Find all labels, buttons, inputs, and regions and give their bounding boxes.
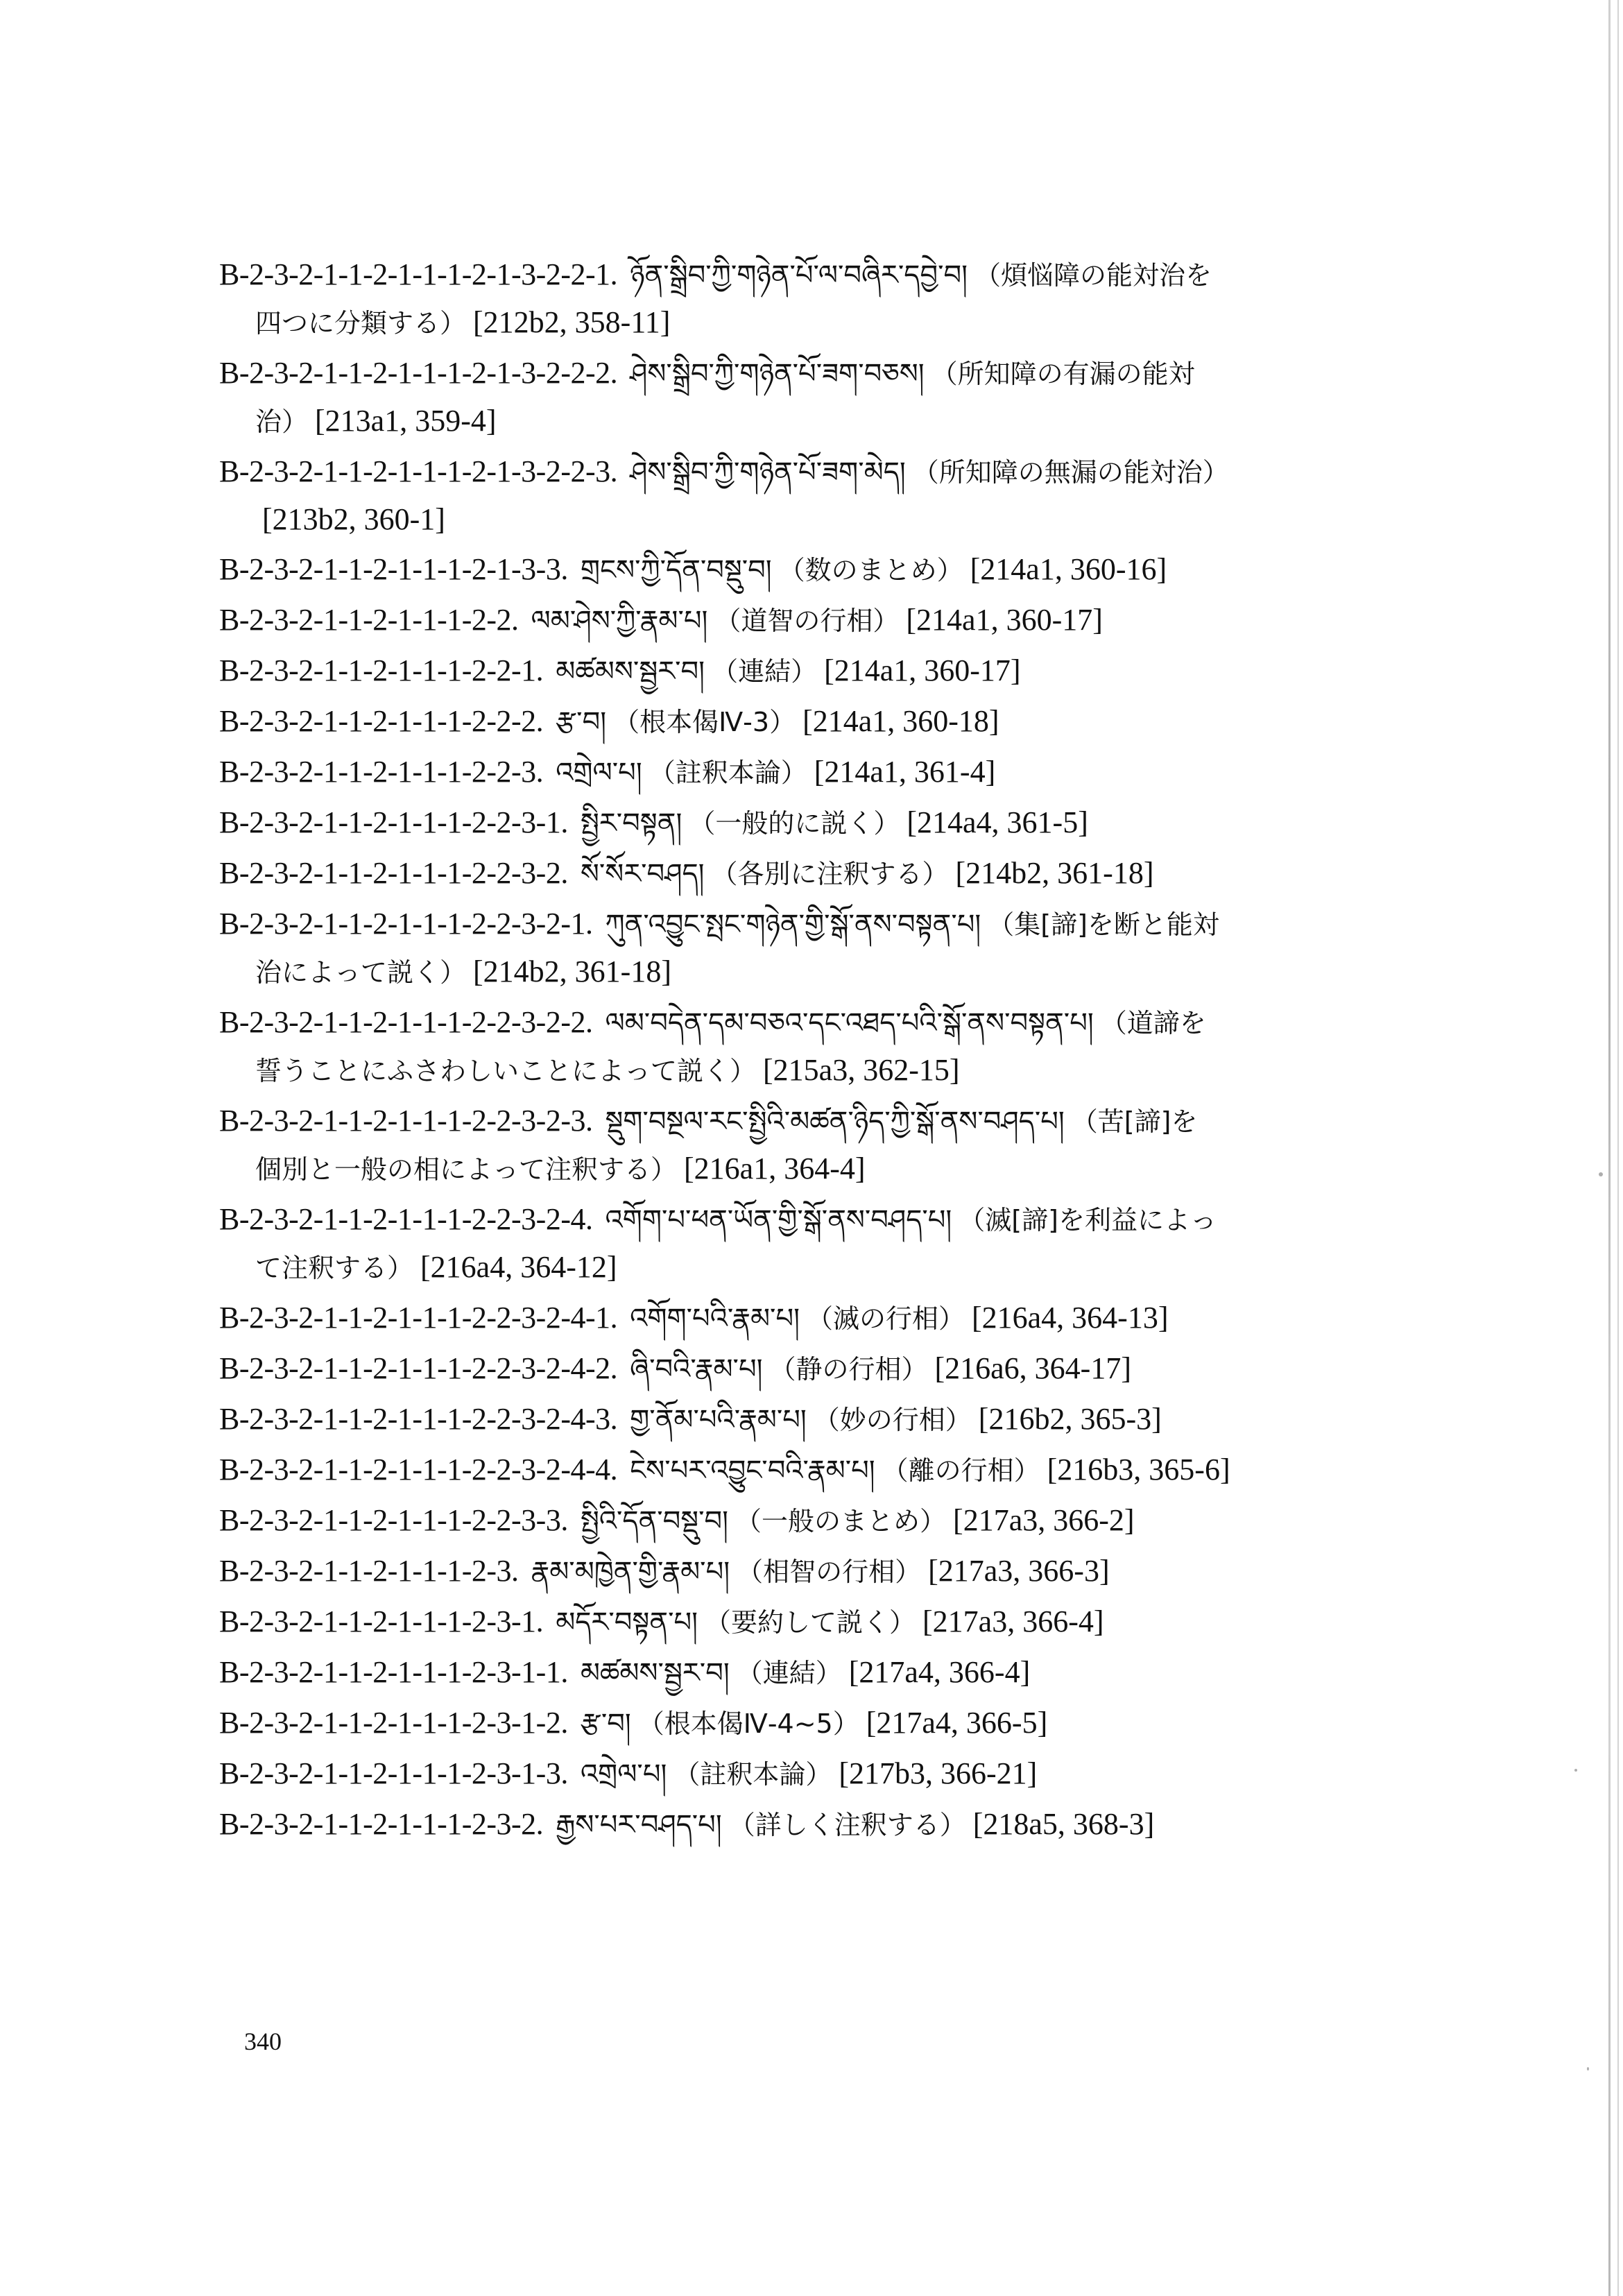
entry-reference: [214b2, 361-18] — [955, 856, 1154, 890]
entry-number: B-2-3-2-1-1-2-1-1-1-2-2-3-1. — [219, 805, 568, 839]
entry-number: B-2-3-2-1-1-2-1-1-1-2-2-1. — [219, 653, 544, 687]
entry-number: B-2-3-2-1-1-2-1-1-1-2-1-3-2-2-3. — [219, 454, 618, 488]
entry-reference: [217a4, 366-4] — [848, 1655, 1031, 1689]
page-number: 340 — [244, 2028, 282, 2055]
entry-tibetan-title: མཚམས་སྦྱར་བ། — [556, 656, 705, 687]
outline-entry — [219, 350, 1468, 445]
entry-number: B-2-3-2-1-1-2-1-1-1-2-2. — [219, 603, 519, 637]
entry-reference: [214b2, 361-18] — [473, 954, 671, 988]
entry-reference: [215a3, 362-15] — [763, 1053, 960, 1087]
entry-japanese-title: （静の行相） — [769, 1354, 928, 1385]
entry-number: B-2-3-2-1-1-2-1-1-1-2-2-3-2-4-1. — [219, 1301, 618, 1335]
entry-reference: [214a1, 360-17] — [824, 653, 1021, 687]
outline-entry — [219, 1396, 1468, 1443]
entry-reference: [214a1, 360-16] — [970, 552, 1167, 586]
entry-continuation — [219, 299, 1468, 347]
entry-tibetan-title: ལམ་ཤེས་ཀྱི་རྣམ་པ། — [531, 605, 708, 637]
outline-entry — [219, 698, 1468, 746]
entry-japanese-title: （根本偈Ⅳ-3） — [613, 707, 796, 737]
entry-number: B-2-3-2-1-1-2-1-1-1-2-2-2. — [219, 704, 544, 738]
outline-entry — [219, 1649, 1468, 1697]
entry-japanese-title: （一般のまとめ） — [735, 1506, 947, 1536]
entry-tibetan-title: སོ་སོར་བཤད། — [580, 858, 705, 890]
entry-tibetan-title: རྩ་བ། — [556, 706, 607, 738]
entry-number: B-2-3-2-1-1-2-1-1-1-2-3. — [219, 1554, 519, 1588]
outline-entry — [219, 900, 1468, 996]
entry-number: B-2-3-2-1-1-2-1-1-1-2-2-3-2. — [219, 856, 568, 890]
entry-continuation — [219, 496, 1468, 543]
entry-tibetan-title: འགྲེལ་པ། — [580, 1758, 667, 1790]
entry-japanese-title-cont: 治） — [255, 406, 309, 437]
entry-number: B-2-3-2-1-1-2-1-1-1-2-1-3-2-2-1. — [219, 257, 618, 291]
entry-reference: [217a4, 366-5] — [866, 1706, 1048, 1740]
entry-tibetan-title: རྩ་བ། — [580, 1708, 631, 1740]
entry-number: B-2-3-2-1-1-2-1-1-1-2-2-3-2-4. — [219, 1202, 593, 1236]
entry-tibetan-title: ཤེས་སྒྲིབ་ཀྱི་གཉེན་པོ་ཟག་མེད། — [630, 456, 906, 488]
entry-japanese-title: （相智の行相） — [737, 1557, 922, 1587]
entry-japanese-title-cont: 誓うことにふさわしいことによって説く） — [255, 1056, 757, 1086]
entry-tibetan-title: རྣམ་མཁྱེན་གྱི་རྣམ་པ། — [531, 1556, 730, 1588]
entry-reference: [217a3, 366-2] — [953, 1503, 1135, 1537]
entry-reference: [213b2, 360-1] — [262, 502, 445, 536]
entry-tibetan-title: ལམ་བདེན་དམ་བཅའ་དང་འཐད་པའི་སྒོ་ནས་བསྟན་པ། — [605, 1007, 1094, 1039]
entry-japanese-title-cont: 四つに分類する） — [255, 308, 467, 339]
entry-reference: [216b3, 365-6] — [1047, 1453, 1230, 1487]
entry-reference: [216a1, 364-4] — [684, 1151, 866, 1185]
outline-entry — [219, 1598, 1468, 1646]
entry-japanese-title: （離の行相） — [882, 1455, 1040, 1486]
entry-continuation — [219, 948, 1468, 996]
outline-entry — [219, 251, 1468, 347]
entry-reference: [216a6, 364-17] — [934, 1351, 1131, 1385]
entry-reference: [216b2, 365-3] — [978, 1402, 1162, 1436]
entry-reference: [216a4, 364-13] — [972, 1301, 1169, 1335]
outline-entry — [219, 1196, 1468, 1292]
entry-japanese-title: （滅[諦]を利益によっ — [959, 1205, 1217, 1235]
entry-reference: [217a3, 366-4] — [922, 1604, 1104, 1638]
entry-tibetan-title: སྤྱིར་བསྟན། — [580, 807, 682, 839]
entry-japanese-title: （一般的に説く） — [689, 808, 900, 839]
entry-tibetan-title: ཉོན་སྒྲིབ་ཀྱི་གཉེན་པོ་ལ་བཞིར་དབྱེ་བ། — [630, 259, 968, 291]
entry-number: B-2-3-2-1-1-2-1-1-1-2-1-3-2-2-2. — [219, 356, 618, 390]
outline-entry — [219, 748, 1468, 796]
entry-tibetan-title: མདོར་བསྟན་པ། — [556, 1607, 698, 1638]
entry-japanese-title-cont: て注釈する） — [255, 1253, 414, 1283]
entry-continuation — [219, 397, 1468, 445]
entry-tibetan-title: འགོག་པའི་རྣམ་པ། — [630, 1303, 800, 1335]
outline-entry — [219, 1750, 1468, 1798]
entry-tibetan-title: སྤྱིའི་དོན་བསྡུ་བ། — [580, 1505, 729, 1537]
entry-japanese-title: （連結） — [736, 1658, 842, 1688]
outline-entry — [219, 1699, 1468, 1747]
entry-reference: [216a4, 364-12] — [420, 1250, 617, 1284]
entry-number: B-2-3-2-1-1-2-1-1-1-2-2-3-2-4-4. — [219, 1453, 618, 1487]
entry-number: B-2-3-2-1-1-2-1-1-1-2-3-1-3. — [219, 1756, 568, 1790]
scan-speck — [1599, 1172, 1603, 1176]
outline-entry — [219, 1801, 1468, 1849]
entry-japanese-title: （煩悩障の能対治を — [974, 260, 1212, 291]
entry-reference: [218a5, 368-3] — [972, 1807, 1155, 1841]
entry-japanese-title-cont: 治によって説く） — [255, 957, 467, 988]
outline-entry — [219, 999, 1468, 1095]
entry-number: B-2-3-2-1-1-2-1-1-1-2-3-1-2. — [219, 1706, 568, 1740]
entry-japanese-title: （滅の行相） — [806, 1303, 965, 1334]
entry-japanese-title: （集[諦]を断と能対 — [988, 909, 1219, 940]
scan-edge-shadow — [1608, 0, 1611, 2296]
entry-japanese-title: （要約して説く） — [705, 1607, 916, 1638]
entry-japanese-title: （所知障の有漏の能対 — [931, 359, 1195, 389]
entry-japanese-title: （根本偈Ⅳ-4~5） — [637, 1708, 859, 1739]
outline-entry — [219, 546, 1468, 594]
entry-tibetan-title: ངེས་པར་འབྱུང་བའི་རྣམ་པ། — [630, 1455, 875, 1487]
entry-japanese-title: （所知障の無漏の能対治） — [912, 457, 1229, 488]
entry-number: B-2-3-2-1-1-2-1-1-1-2-2-3-3. — [219, 1503, 568, 1537]
entry-tibetan-title: ཤེས་སྒྲིབ་ཀྱི་གཉེན་པོ་ཟག་བཅས། — [630, 358, 925, 390]
outline-entry — [219, 850, 1468, 898]
entry-reference: [214a1, 360-18] — [802, 704, 999, 738]
outline-entry — [219, 1097, 1468, 1193]
entry-tibetan-title: ཀུན་འབྱུང་སྤང་གཉེན་གྱི་སྒོ་ནས་བསྟན་པ། — [605, 909, 981, 941]
outline-entry — [219, 1446, 1468, 1494]
entry-japanese-title: （苦[諦]を — [1071, 1106, 1198, 1137]
entry-japanese-title-cont: 個別と一般の相によって注釈する） — [255, 1154, 678, 1185]
entry-tibetan-title: འགོག་པ་ཕན་ཡོན་གྱི་སྒོ་ནས་བཤད་པ། — [605, 1204, 952, 1236]
entry-reference: [212b2, 358-11] — [473, 305, 671, 339]
entry-reference: [214a1, 361-4] — [814, 755, 996, 789]
entry-continuation — [219, 1047, 1468, 1095]
entry-number: B-2-3-2-1-1-2-1-1-1-2-2-3-2-3. — [219, 1104, 593, 1138]
entry-japanese-title: （詳しく注釈する） — [728, 1810, 966, 1840]
entry-continuation — [219, 1244, 1468, 1292]
entry-number: B-2-3-2-1-1-2-1-1-1-2-3-2. — [219, 1807, 544, 1841]
entry-japanese-title: （註釈本論） — [649, 757, 807, 788]
outline-entry — [219, 799, 1468, 847]
entry-number: B-2-3-2-1-1-2-1-1-1-2-2-3-2-1. — [219, 907, 593, 941]
entry-number: B-2-3-2-1-1-2-1-1-1-2-2-3-2-2. — [219, 1005, 593, 1039]
outline-entry — [219, 647, 1468, 695]
entry-number: B-2-3-2-1-1-2-1-1-1-2-2-3-2-4-3. — [219, 1402, 618, 1436]
entry-number: B-2-3-2-1-1-2-1-1-1-2-2-3. — [219, 755, 544, 789]
scan-edge-line — [1617, 0, 1619, 2296]
entry-reference: [213a1, 359-4] — [315, 404, 497, 438]
entry-japanese-title: （数のまとめ） — [778, 555, 963, 585]
outline-list — [219, 251, 1468, 1851]
entry-japanese-title: （各別に注釈する） — [711, 859, 949, 889]
entry-tibetan-title: ཞི་བའི་རྣམ་པ། — [630, 1353, 763, 1385]
entry-tibetan-title: གྱ་ནོམ་པའི་རྣམ་པ། — [630, 1404, 807, 1436]
entry-tibetan-title: རྒྱས་པར་བཤད་པ། — [556, 1809, 722, 1841]
entry-reference: [217b3, 366-21] — [839, 1756, 1038, 1790]
entry-japanese-title: （妙の行相） — [813, 1405, 972, 1435]
scan-speck — [1587, 2067, 1589, 2071]
entry-japanese-title: （連結） — [712, 656, 818, 687]
entry-number: B-2-3-2-1-1-2-1-1-1-2-3-1. — [219, 1604, 544, 1638]
entry-japanese-title: （註釈本論） — [673, 1759, 832, 1790]
outline-entry — [219, 1294, 1468, 1342]
entry-reference: [214a4, 361-5] — [907, 805, 1088, 839]
entry-number: B-2-3-2-1-1-2-1-1-1-2-1-3-3. — [219, 552, 568, 586]
outline-entry — [219, 1345, 1468, 1393]
entry-reference: [217a3, 366-3] — [928, 1554, 1110, 1588]
entry-japanese-title: （道智の行相） — [714, 606, 900, 636]
entry-tibetan-title: གྲངས་ཀྱི་དོན་བསྡུ་བ། — [580, 554, 772, 586]
entry-continuation — [219, 1145, 1468, 1193]
entry-japanese-title: （道諦を — [1100, 1008, 1206, 1038]
entry-tibetan-title: འགྲེལ་པ། — [556, 757, 642, 789]
entry-number: B-2-3-2-1-1-2-1-1-1-2-3-1-1. — [219, 1655, 568, 1689]
entry-number: B-2-3-2-1-1-2-1-1-1-2-2-3-2-4-2. — [219, 1351, 618, 1385]
outline-entry — [219, 1497, 1468, 1545]
entry-tibetan-title: སྡུག་བསྔལ་རང་སྤྱིའི་མཚན་ཉིད་ཀྱི་སྒོ་ནས་བཤད་པ། — [605, 1106, 1065, 1138]
outline-entry — [219, 1548, 1468, 1595]
entry-reference: [214a1, 360-17] — [906, 603, 1103, 637]
scan-speck — [1574, 1769, 1577, 1772]
entry-tibetan-title: མཚམས་སྦྱར་བ། — [580, 1657, 730, 1689]
outline-entry — [219, 448, 1468, 543]
outline-entry — [219, 597, 1468, 644]
